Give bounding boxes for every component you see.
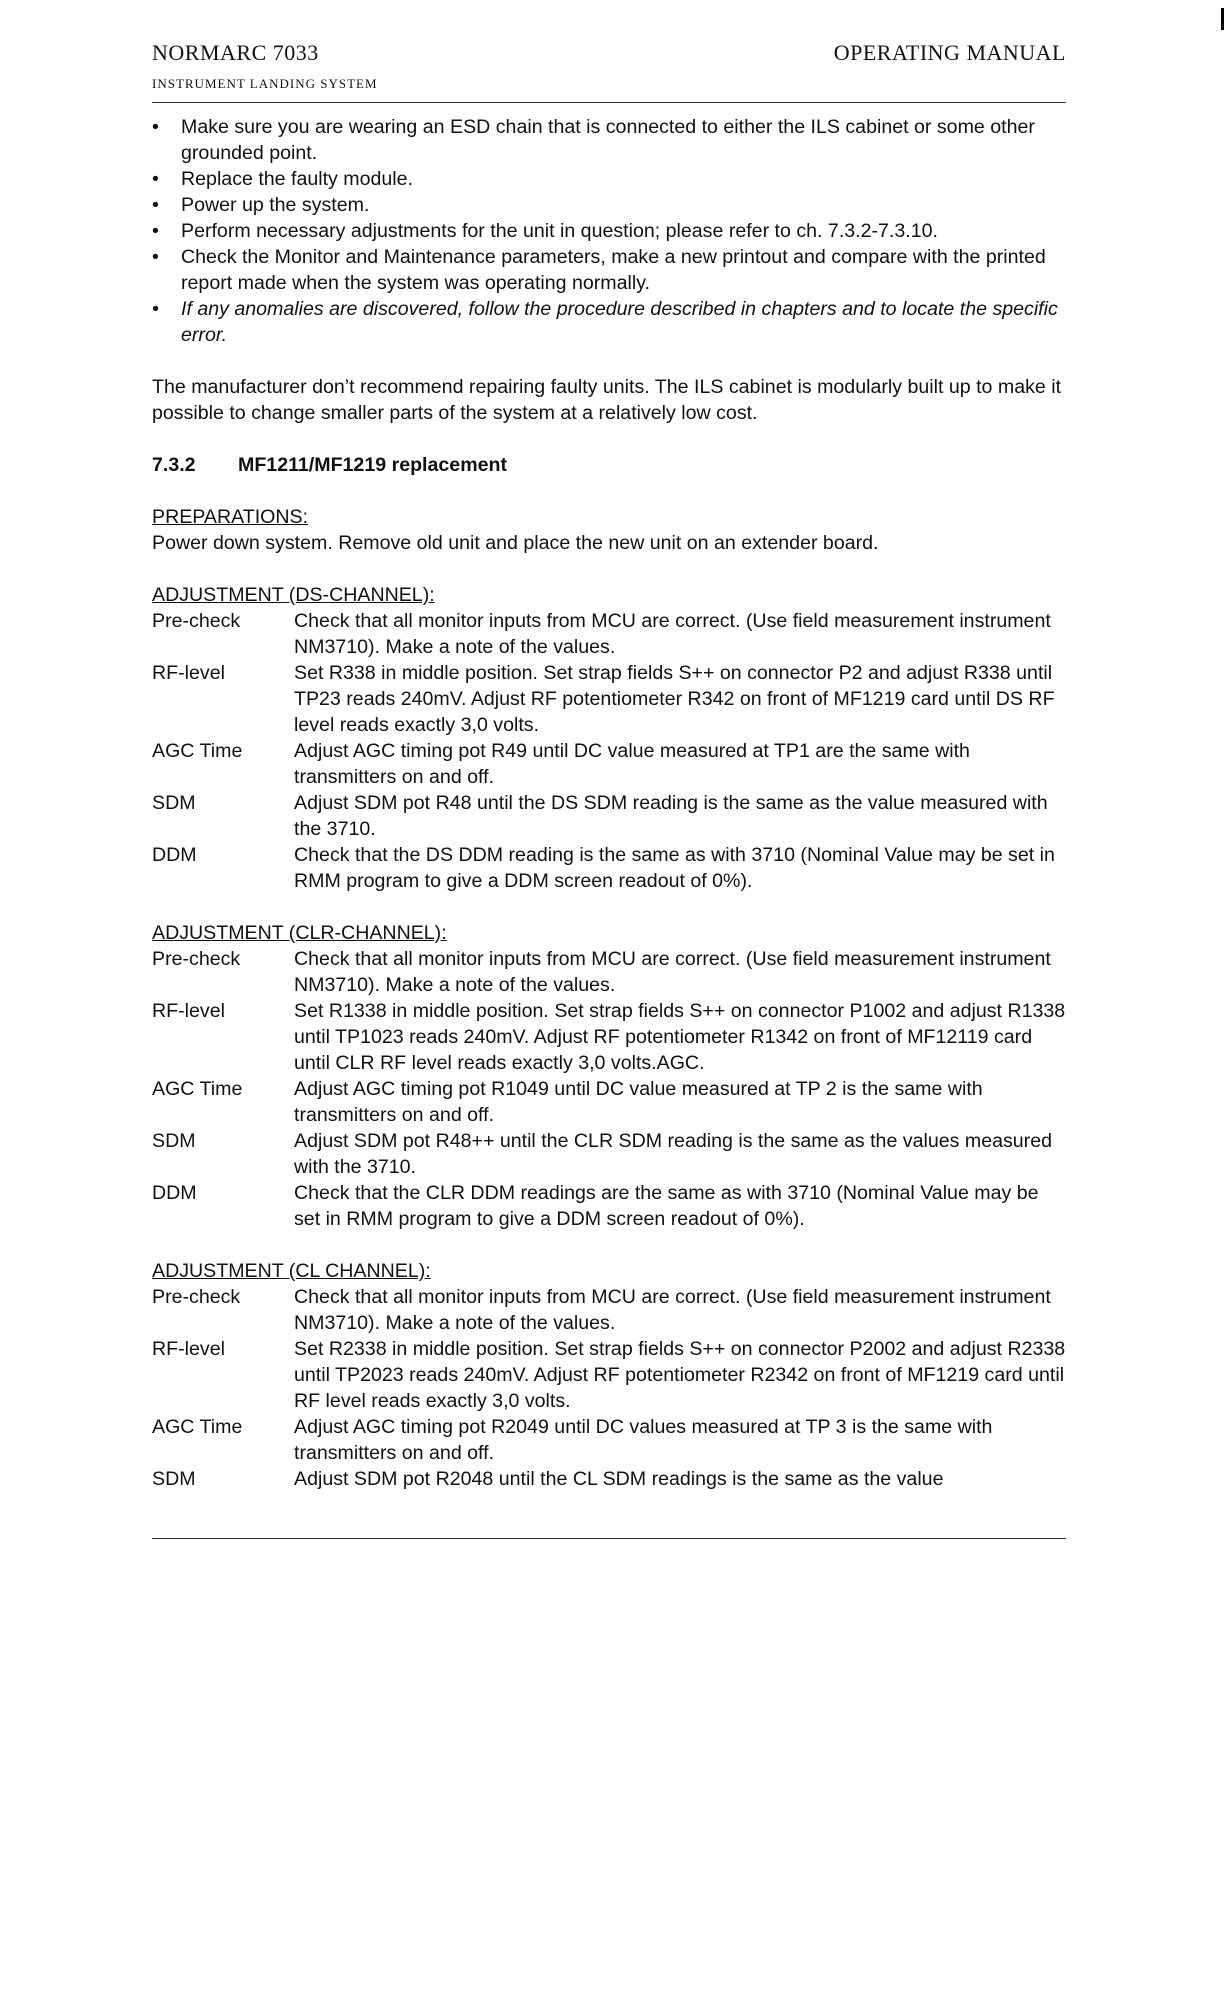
row-label: Pre-check (152, 610, 241, 632)
page-content (152, 114, 1066, 1492)
header-title: NORMARC 7033 (152, 40, 319, 65)
preparations-heading: PREPARATIONS: (152, 506, 309, 528)
procedure-bullets (152, 114, 1066, 348)
adjustment-heading: ADJUSTMENT (CLR-CHANNEL): (152, 922, 447, 944)
row-text: Check that all monitor inputs from MCU are correct. (Use field measurement instrument NM3710). Make a note of the values. (294, 1286, 1051, 1334)
adjustment-row (152, 1466, 1066, 1492)
bullet-item: • If any anomalies are discovered, follow the procedure described in chapters and to locate the specific error. (152, 296, 1066, 348)
adjustment-clr-channel (152, 920, 1066, 1232)
row-label: RF-level (152, 1338, 225, 1360)
row-text: Adjust SDM pot R48++ until the CLR SDM reading is the same as the values measured with the 3710. (294, 1130, 1053, 1178)
header-manual-title: OPERATING MANUAL (833, 40, 1066, 65)
row-text: Set R2338 in middle position. Set strap fields S++ on connector P2002 and adjust R2338 until TP2023 reads 240mV. Adjust RF potentiometer R2342 on front of MF1219 card until RF level reads exactly 3,0 volts. (294, 1338, 1066, 1412)
adjustment-row (152, 946, 1066, 998)
intro-paragraph: The manufacturer don’t recommend repairing faulty units. The ILS cabinet is modularly built up to make it possible to change smaller parts of the system at a relatively low cost. (152, 376, 1062, 424)
row-label: DDM (152, 1182, 197, 1204)
row-label: AGC Time (152, 740, 243, 762)
adjustment-row (152, 790, 1066, 842)
row-text: Adjust SDM pot R48 until the DS SDM reading is the same as the value measured with the 3710. (294, 792, 1048, 840)
row-text: Check that all monitor inputs from MCU are correct. (Use field measurement instrument NM3710). Make a note of the values. (294, 610, 1051, 658)
preparations-block (152, 504, 1066, 556)
row-label: Pre-check (152, 1286, 241, 1308)
footer-rule (152, 1538, 1066, 1539)
row-label: Pre-check (152, 948, 241, 970)
row-text: Check that the DS DDM reading is the same as with 3710 (Nominal Value may be set in RMM program to give a DDM screen readout of 0%). (294, 844, 1055, 892)
bullet-item: • Replace the faulty module. (152, 166, 1066, 192)
adjustment-row (152, 1128, 1066, 1180)
bullet-item: • Power up the system. (152, 192, 1066, 218)
row-text: Adjust AGC timing pot R1049 until DC value measured at TP 2 is the same with transmitters on and off. (294, 1078, 983, 1126)
preparations-text: Power down system. Remove old unit and place the new unit on an extender board. (152, 532, 879, 554)
row-label: RF-level (152, 662, 225, 684)
row-label: SDM (152, 792, 196, 814)
adjustment-row (152, 1076, 1066, 1128)
adjustment-row (152, 660, 1066, 738)
row-text: Adjust SDM pot R2048 until the CL SDM readings is the same as the value (294, 1468, 944, 1490)
section-number: 7.3.2 (152, 454, 196, 476)
adjustment-ds-channel (152, 582, 1066, 894)
bullet-item: • Make sure you are wearing an ESD chain that is connected to either the ILS cabinet or some other grounded point. (152, 114, 1066, 166)
adjustment-heading: ADJUSTMENT (CL CHANNEL): (152, 1260, 431, 1282)
row-text: Adjust AGC timing pot R49 until DC value measured at TP1 are the same with transmitters on and off. (294, 740, 970, 788)
bullet-item: • Check the Monitor and Maintenance parameters, make a new printout and compare with the printed report made when the system was operating normally. (152, 244, 1066, 296)
header-rule (152, 102, 1066, 103)
adjustment-row (152, 608, 1066, 660)
row-label: AGC Time (152, 1078, 243, 1100)
adjustment-row (152, 842, 1066, 894)
adjustment-row (152, 1284, 1066, 1336)
row-text: Set R1338 in middle position. Set strap fields S++ on connector P1002 and adjust R1338 until TP1023 reads 240mV. Adjust RF potentiometer R1342 on front of MF12119 card until CLR RF level reads exactly 3,0 volts.AGC. (294, 1000, 1066, 1074)
row-label: AGC Time (152, 1416, 243, 1438)
adjustment-row (152, 1414, 1066, 1466)
row-text: Adjust AGC timing pot R2049 until DC values measured at TP 3 is the same with transmitters on and off. (294, 1416, 993, 1464)
adjustment-row (152, 1336, 1066, 1414)
row-text: Check that the CLR DDM readings are the same as with 3710 (Nominal Value may be set in RMM program to give a DDM screen readout of 0%). (294, 1182, 1039, 1230)
header-subtitle: INSTRUMENT LANDING SYSTEM (152, 76, 378, 91)
row-label: SDM (152, 1130, 196, 1152)
adjustment-cl-channel (152, 1258, 1066, 1492)
adjustment-row (152, 1180, 1066, 1232)
adjustment-heading: ADJUSTMENT (DS-CHANNEL): (152, 584, 435, 606)
bullet-item: • Perform necessary adjustments for the unit in question; please refer to ch. 7.3.2-7.3.10. (152, 218, 1066, 244)
adjustment-row (152, 738, 1066, 790)
row-text: Set R338 in middle position. Set strap fields S++ on connector P2 and adjust R338 until TP23 reads 240mV. Adjust RF potentiometer R342 on front of MF1219 card until DS RF level reads exactly 3,0 volts. (294, 662, 1055, 736)
row-label: DDM (152, 844, 197, 866)
row-label: SDM (152, 1468, 196, 1490)
adjustment-row (152, 998, 1066, 1076)
row-label: RF-level (152, 1000, 225, 1022)
row-text: Check that all monitor inputs from MCU are correct. (Use field measurement instrument NM3710). Make a note of the values. (294, 948, 1051, 996)
section-title: MF1211/MF1219 replacement (238, 454, 508, 476)
section-heading (152, 452, 1066, 478)
